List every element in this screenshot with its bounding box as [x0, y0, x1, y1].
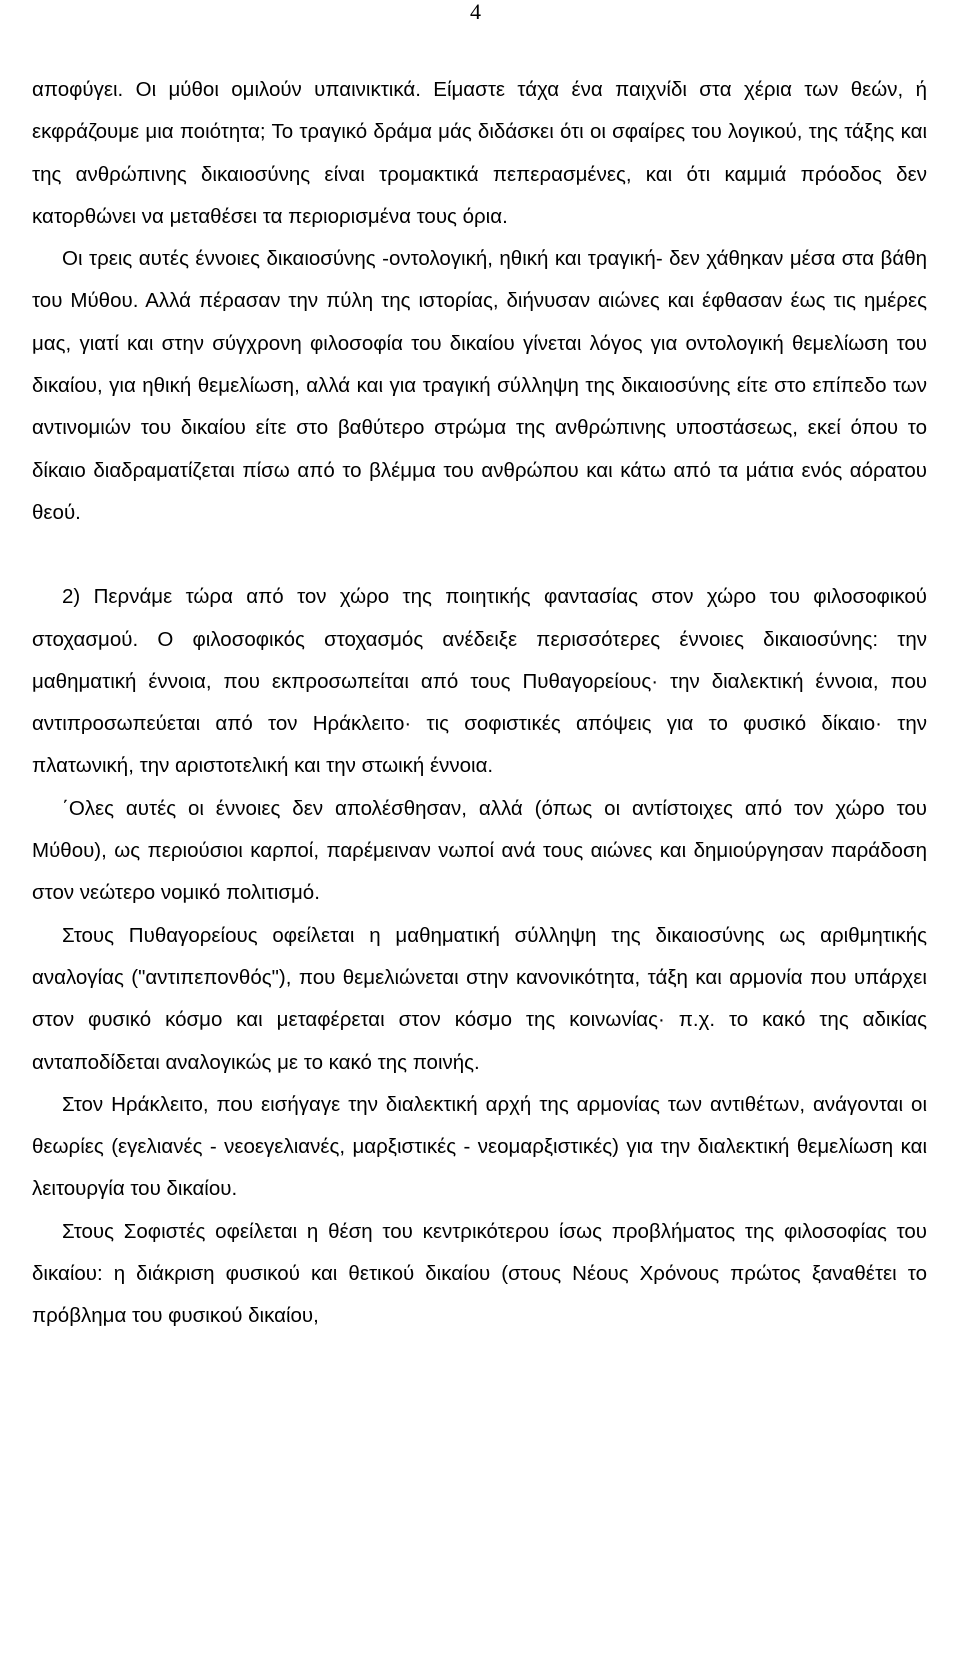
paragraph-heraclitus: Στον Ηράκλειτο, που εισήγαγε την διαλεκτική αρχή της αρμονίας των αντιθέτων, ανάγονται οι θεωρίες (εγελιανές - νεοεγελιανές, μαρξιστικές - νεομαρξιστικές) για την διαλεκτική θεμελίωση και λειτουργία του δικαίου. — [32, 1092, 927, 1201]
page-number: 4 — [470, 0, 481, 24]
paragraph-tradition: ΄Ολες αυτές οι έννοιες δεν απολέσθησαν, αλλά (όπως οι αντίστοιχες από τον χώρο του Μύθου), ως περιούσιοι καρποί, παρέμειναν νωποί ανά τους αιώνες και δημιούργησαν παράδοση στον νεώτερο νομικό πολιτισμό. — [32, 796, 927, 905]
paragraph-sophists: Στους Σοφιστές οφείλεται η θέση του κεντρικότερου ίσως προβλήματος της φιλοσοφίας του δικαίου: η διάκριση φυσικού και θετικού δικαίου (στους Νέους Χρόνους πρώτος ξαναθέτει το πρόβλημα του φυσικού δικαίου, — [32, 1219, 927, 1328]
paragraph-three-concepts: Οι τρεις αυτές έννοιες δικαιοσύνης -οντολογική, ηθική και τραγική- δεν χάθηκαν μέσα στα βάθη του Μύθου. Αλλά πέρασαν την πύλη της ιστορίας, διήνυσαν αιώνες και έφθασαν έως τις ημέρες μας, γιατί και στην σύγχρονη φιλοσοφία του δικαίου γίνεται λόγος για οντολογική θεμελίωση του δικαίου, για ηθική θεμελίωση, αλλά και για τραγική σύλληψη της δικαιοσύνης είτε στο επίπεδο των αντινομιών του δικαίου είτε στο βαθύτερο στρώμα της ανθρώπινης υποστάσεως, εκεί όπου το δίκαιο διαδραματίζεται πίσω από το βλέμμα του ανθρώπου και κάτω από τα μάτια ενός αόρατου θεού. — [32, 247, 927, 524]
paragraph-section-2-intro: 2) Περνάμε τώρα από τον χώρο της ποιητικής φαντασίας στον χώρο του φιλοσοφικού στοχασμού. Ο φιλοσοφικός στοχασμός ανέδειξε περισσότερες έννοιες δικαιοσύνης: την μαθηματική έννοια, που εκπροσωπείται από τους Πυθαγορείους· την διαλεκτική έννοια, που αντιπροσωπεύεται από τον Ηράκλειτο· τις σοφιστικές απόψεις για το φυσικό δίκαιο· την πλατωνική, την αριστοτελική και την στωική έννοια. — [32, 585, 927, 778]
paragraph-myths-continued: αποφύγει. Οι μύθοι ομιλούν υπαινικτικά. Είμαστε τάχα ένα παιχνίδι στα χέρια των θεών, ή εκφράζουμε μια ποιότητα; Το τραγικό δράμα μάς διδάσκει ότι οι σφαίρες του λογικού, της τάξης και της ανθρώπινης δικαιοσύνης είναι τρομακτικά πεπερασμένες, και ότι καμμιά πρόοδος δεν κατορθώνει να μεταθέσει τα περιορισμένα τους όρια. — [32, 78, 927, 228]
paragraph-pythagoreans: Στους Πυθαγορείους οφείλεται η μαθηματική σύλληψη της δικαιοσύνης ως αριθμητικής αναλογίας ("αντιπεπονθός"), που θεμελιώνεται στην κανονικότητα, τάξη και αρμονία που υπάρχει στον φυσικό κόσμο και μεταφέρεται στον κόσμο της κοινωνίας· π.χ. το κακό της αδικίας ανταποδίδεται αναλογικώς με το κακό της ποινής. — [32, 923, 927, 1074]
section-spacer — [32, 534, 927, 576]
document-body — [32, 69, 927, 1338]
